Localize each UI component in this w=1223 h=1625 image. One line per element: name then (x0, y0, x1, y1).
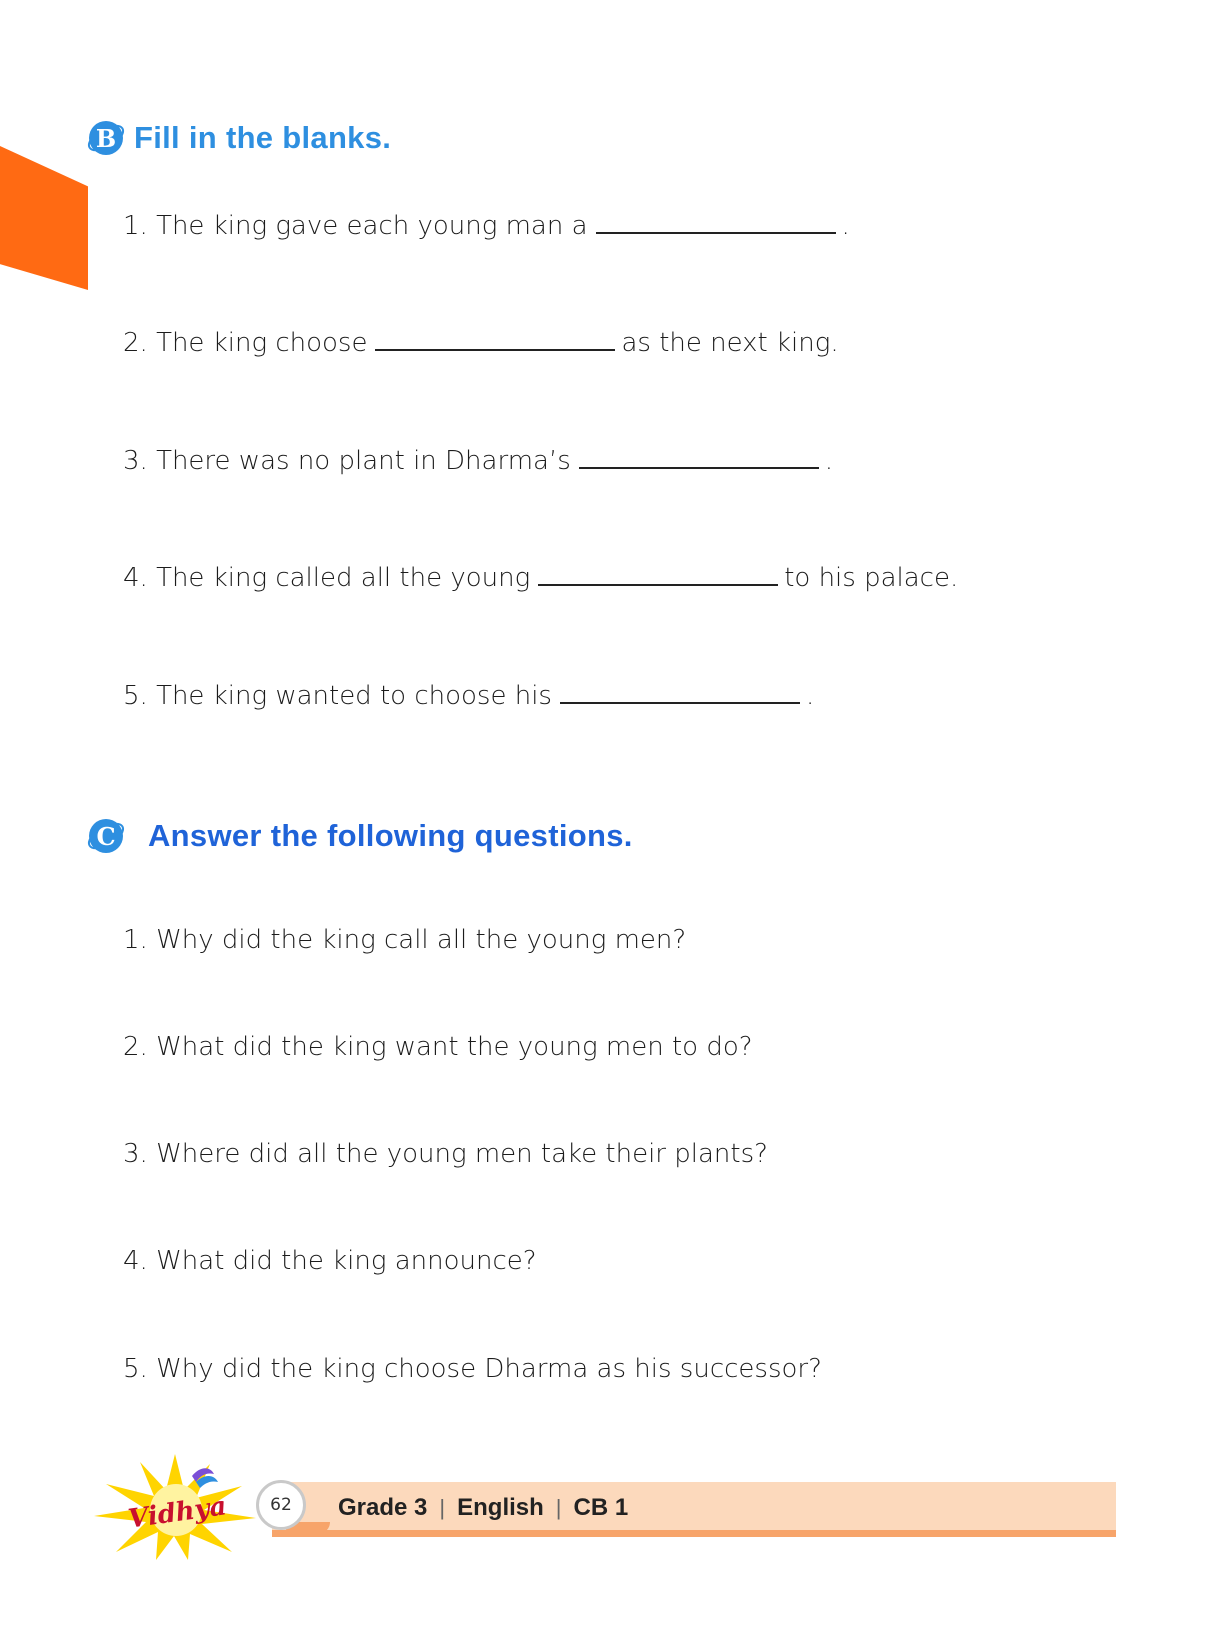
footer-subject: English (457, 1494, 544, 1521)
blank-item-1: 1. The king gave each young man a . (123, 211, 850, 241)
question-1: 1. Why did the king call all the young men? (123, 925, 687, 955)
footer-separator: | (555, 1495, 562, 1520)
blank-item-4: 4. The king called all the young to his palace. (123, 563, 959, 593)
corner-tab-decoration (0, 146, 88, 290)
section-c-badge-icon: C (86, 816, 126, 856)
question-3: 3. Where did all the young men take their plants? (123, 1139, 768, 1169)
blank-item-5: 5. The king wanted to choose his . (123, 681, 815, 711)
question-5: 5. Why did the king choose Dharma as his successor? (123, 1354, 822, 1384)
blank-item-3: 3. There was no plant in Dharma’s . (123, 446, 834, 476)
footer-info (338, 1494, 628, 1522)
blank-line[interactable] (560, 680, 800, 704)
footer-separator: | (439, 1495, 446, 1520)
footer-grade: Grade 3 (338, 1494, 428, 1521)
question-2: 2. What did the king want the young men to do? (123, 1032, 753, 1062)
blank-line[interactable] (596, 210, 836, 234)
section-b-title: Fill in the blanks. (134, 120, 392, 155)
section-c-title: Answer the following questions. (148, 818, 633, 853)
footer-book: CB 1 (573, 1494, 629, 1521)
page-number: 62 (256, 1480, 306, 1530)
blank-line[interactable] (375, 327, 615, 351)
section-b-badge-icon: B (86, 118, 126, 158)
section-c-heading (86, 816, 633, 856)
logo-text: Vidhya (126, 1491, 229, 1535)
blank-line[interactable] (538, 562, 778, 586)
section-b-heading (86, 118, 391, 158)
question-4: 4. What did the king announce? (123, 1246, 537, 1276)
blank-line[interactable] (579, 445, 819, 469)
blank-item-2: 2. The king choose as the next king. (123, 328, 839, 358)
